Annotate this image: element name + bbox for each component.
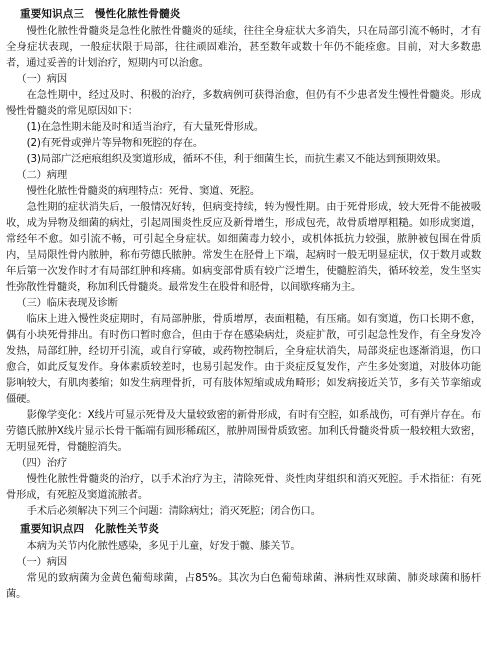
section-4-intro: 本病为关节内化脓性感染，多见于儿童，好发于髋、膝关节。 <box>26 540 301 552</box>
pathology-heading: （二）病理 <box>16 169 68 181</box>
imaging-text: 影像学变化：X线片可显示死骨及大量较致密的新骨形成，有时有空腔，如系战伤，可有弹片存在。布劳德氏脓肿X线片显示长骨干骺端有圆形稀疏区，脓肿周围骨质致密。加利氏骨髓炎骨质一般较粗大致密，无明显死骨，骨髓腔消失。 <box>6 409 481 453</box>
treatment-text-1: 慢性化脓性骨髓炎的治疗，以手术治疗为主，清除死骨、炎性肉芽组织和消灭死腔。手术指征：有死骨形成，有死腔及窦道流脓者。 <box>6 473 481 501</box>
section-3-intro: 慢性化脓性骨髓炎是急性化脓性骨髓炎的延续，往往全身症状大多消失，只在局部引流不畅时，才有全身症状表现，一般症状限于局部，往往顽固难治，甚至数年或数十年仍不能痊愈。目前，对大多数患者，通过妥善的计划治疗，短期内可以治愈。 <box>6 25 481 69</box>
section-4-etiology-heading: （一）病因 <box>16 556 68 568</box>
clinical-text: 临床上进入慢性炎症期时，有局部肿胀，骨质增厚，表面粗糙，有压痛。如有窦道，伤口长期不愈，偶有小块死骨排出。有时伤口暂时愈合，但由于存在感染病灶，炎症扩散，可引起急性发作，有全身发冷发热，局部红肿，经切开引流，或自行穿破，或药物控制后，全身症状消失，局部炎症也逐渐消退，伤口愈合，如此反复发作。身体素质较差时，也易引起发作。由于炎症反复发作，产生多处窦道，对肢体功能影响较大，有肌肉萎缩；如发生病理骨折，可有肢体短缩或成角畸形；如发病接近关节，多有关节挛缩或僵硬。 <box>6 313 481 405</box>
treatment-heading: （四）治疗 <box>16 457 68 469</box>
clinical-heading: （三）临床表现及诊断 <box>16 297 118 309</box>
treatment-text-2: 手术后必须解决下列三个问题：清除病灶；消灭死腔；闭合伤口。 <box>26 505 321 517</box>
cause-2: (2)有死骨或弹片等异物和死腔的存在。 <box>26 137 204 149</box>
cause-3: (3)局部广泛疤痕组织及窦道形成，循环不佳，利于细菌生长，而抗生素又不能达到预期效果。 <box>26 153 447 165</box>
etiology-text: 在急性期中，经过及时、积极的治疗，多数病例可获得治愈，但仍有不少患者发生慢性骨髓炎。形成慢性骨髓炎的常见原因如下： <box>6 89 481 117</box>
section-4-heading: 重要知识点四 化脓性关节炎 <box>20 523 160 535</box>
section-4-etiology-text: 常见的致病菌为金黄色葡萄球菌，占85%。其次为白色葡萄球菌、淋病性双球菌、肺炎球菌和肠杆菌。 <box>6 572 481 600</box>
pathology-text-2: 急性期的症状消失后，一般情况好转，但病变持续，转为慢性期。由于死骨形成，较大死骨不能被吸收，成为异物及细菌的病灶，引起周围炎性反应及新骨增生，形成包壳，故骨质增厚粗糙。如形成窦道，常经年不愈。如引流不畅，可引起全身症状。如细菌毒力较小，或机体抵抗力较强，脓肿被包围在骨质内，呈局限性骨内脓肿，称布劳德氏脓肿。常发生在胫骨上下端，起病时一般无明显症状，仅于数月或数年后第一次发作时才有局部红肿和疼痛。如病变部骨质有较广泛增生，使髓腔消失，循环较差，发生坚实性弥散性骨髓炎，称加利氏骨髓炎。最常发生在股骨和胫骨，以间歇疼痛为主。 <box>6 201 481 293</box>
cause-1: (1)在急性期未能及时和适当治疗，有大量死骨形成。 <box>26 121 264 133</box>
etiology-heading: （一）病因 <box>16 73 68 85</box>
section-3-heading: 重要知识点三 慢性化脓性骨髓炎 <box>20 8 181 20</box>
pathology-text-1: 慢性化脓性骨髓炎的病理特点：死骨、窦道、死腔。 <box>26 185 260 197</box>
